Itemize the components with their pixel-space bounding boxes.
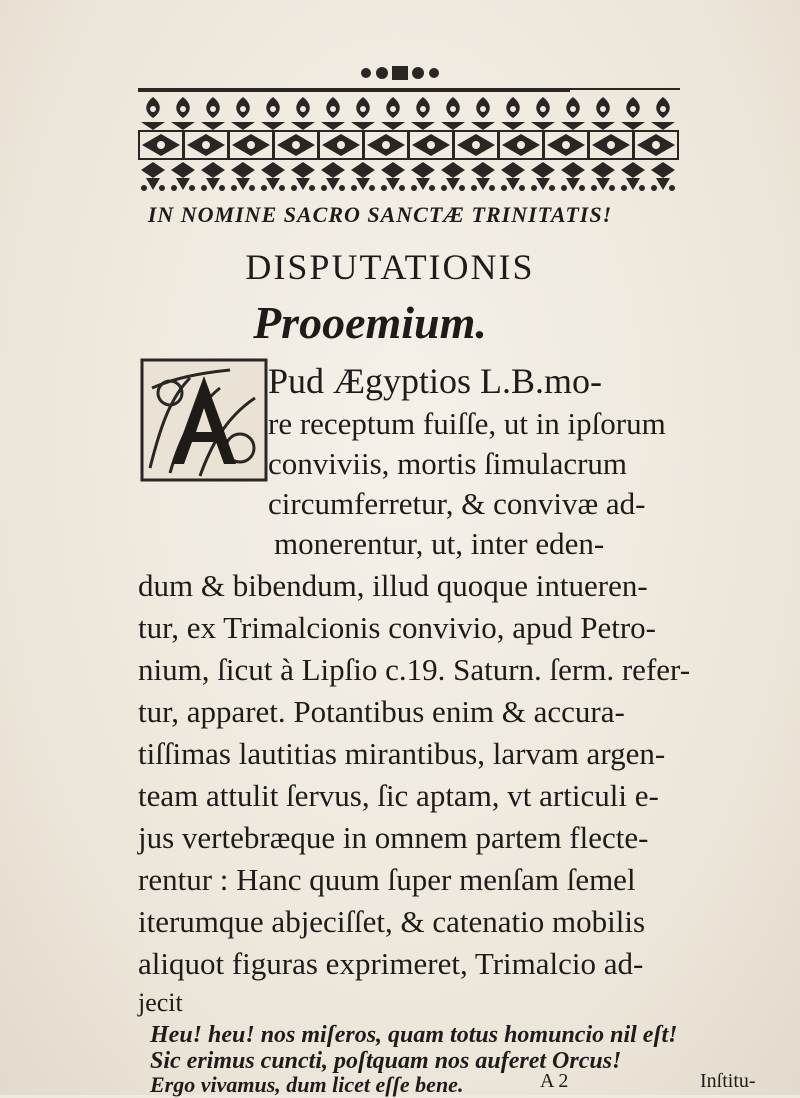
body-line: re receptum fuiſſe, ut in ipſorum xyxy=(268,406,666,441)
signature-mark: A 2 xyxy=(540,1070,569,1092)
section-subtitle: Prooemium. xyxy=(253,297,487,348)
body-line: iterumque abjeciſſet, & catenatio mobilis xyxy=(138,904,646,939)
body-line: tur, ex Trimalcionis convivio, apud Petro- xyxy=(138,610,656,645)
page-title: DISPUTATIONIS xyxy=(245,247,535,287)
printers-ornament-band-icon xyxy=(138,94,680,192)
body-line: tiſſimas lautitias mirantibus, larvam argen- xyxy=(138,736,666,771)
body-line: team attulit ſervus, ſic aptam, vt articuli e- xyxy=(138,778,659,813)
body-line: dum & bibendum, illud quoque intueren- xyxy=(138,568,648,603)
catchword: Inſtitu- xyxy=(700,1070,756,1092)
body-line: Pud Ægyptios L.B.mo- xyxy=(268,361,603,401)
invocation-heading: IN NOMINE SACRO SANCTÆ TRINITATIS! xyxy=(147,202,613,227)
body-line: aliquot figuras exprimeret, Trimalcio ad- xyxy=(138,946,644,981)
head-ornament-icon xyxy=(348,62,452,84)
body-line: circumferretur, & convivæ ad- xyxy=(268,486,646,521)
verse-line: Heu! heu! nos miſeros, quam totus homuncio nil eſt! xyxy=(150,1022,678,1048)
body-line: conviviis, mortis ſimulacrum xyxy=(268,446,628,481)
body-line: nium, ſicut à Lipſio c.19. Saturn. ſerm. refer- xyxy=(138,652,691,687)
body-line: jus vertebræque in omnem partem flecte- xyxy=(138,820,649,855)
verse-line: Ergo vivamus, dum licet eſſe bene. xyxy=(150,1072,464,1097)
body-line: rentur : Hanc quum ſuper menſam ſemel xyxy=(138,862,636,897)
verse-line: Sic erimus cuncti, poſtquam nos auferet Orcus! xyxy=(150,1048,622,1074)
body-line: tur, apparet. Potantibus enim & accura- xyxy=(138,694,625,729)
body-line: monerentur, ut, inter eden- xyxy=(274,526,605,561)
body-line: jecit xyxy=(138,988,183,1017)
decorated-initial-icon xyxy=(140,358,268,482)
top-rule-right xyxy=(560,88,680,90)
top-rule xyxy=(138,88,570,92)
